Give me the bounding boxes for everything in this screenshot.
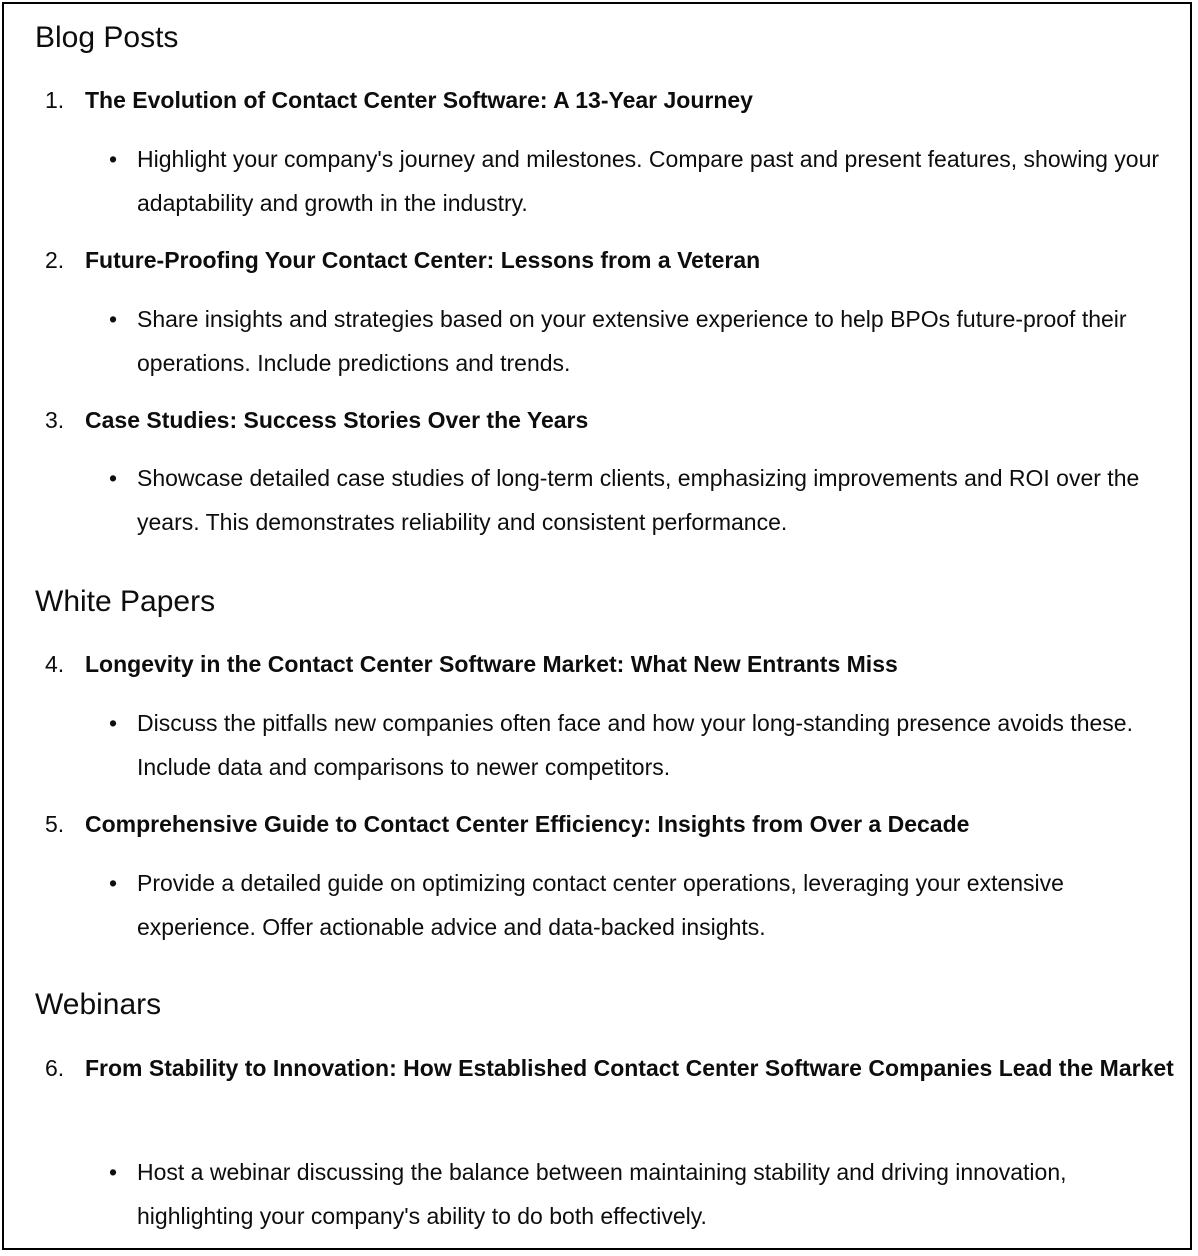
- item-title: The Evolution of Contact Center Software: A 13-Year Journey: [85, 87, 753, 113]
- item-detail-text: Share insights and strategies based on your extensive experience to help BPOs future-proof their operations. Include predictions and trends.: [137, 306, 1127, 376]
- document-frame: [2, 2, 1192, 1250]
- item-detail: [108, 297, 1180, 385]
- section-heading-webinars: Webinars: [35, 988, 162, 1021]
- bullet-dot-icon: •: [108, 710, 118, 736]
- item-detail-text: Highlight your company's journey and milestones. Compare past and present features, showing your adaptability and growth in the industry.: [137, 146, 1160, 216]
- item-detail: [108, 861, 1180, 949]
- item-number: 4.: [45, 651, 65, 677]
- item-detail-text: Discuss the pitfalls new companies often face and how your long-standing presence avoids these. Include data and comparisons to newer competitors.: [137, 710, 1133, 780]
- item-detail: [108, 456, 1180, 544]
- bullet-dot-icon: •: [108, 306, 118, 332]
- item-number: 6.: [45, 1055, 65, 1081]
- section-heading-white-papers: White Papers: [35, 585, 216, 618]
- item-title: Longevity in the Contact Center Software Market: What New Entrants Miss: [85, 651, 898, 677]
- item-number: 3.: [45, 407, 65, 433]
- item-title: From Stability to Innovation: How Established Contact Center Software Companies Lead the Market: [85, 1055, 1174, 1081]
- item-title: Case Studies: Success Stories Over the Years: [85, 407, 589, 433]
- item-detail: [108, 137, 1180, 225]
- item-detail-text: Provide a detailed guide on optimizing contact center operations, leveraging your extensive experience. Offer actionable advice and data-backed insights.: [137, 870, 1064, 940]
- bullet-dot-icon: •: [108, 1159, 118, 1185]
- item-number: 5.: [45, 811, 65, 837]
- item-detail: [108, 1150, 1180, 1238]
- section-heading-blog-posts: Blog Posts: [35, 21, 179, 54]
- bullet-dot-icon: •: [108, 870, 118, 896]
- item-detail-text: Host a webinar discussing the balance between maintaining stability and driving innovation, highlighting your company's ability to do both effectively.: [137, 1159, 1067, 1229]
- item-detail-text: Showcase detailed case studies of long-term clients, emphasizing improvements and ROI over the years. This demonstrates reliability and consistent performance.: [137, 465, 1140, 535]
- item-number: 2.: [45, 247, 65, 273]
- bullet-dot-icon: •: [108, 146, 118, 172]
- item-detail: [108, 701, 1180, 789]
- bullet-dot-icon: •: [108, 465, 118, 491]
- item-title: Future-Proofing Your Contact Center: Lessons from a Veteran: [85, 247, 761, 273]
- item-title: Comprehensive Guide to Contact Center Efficiency: Insights from Over a Decade: [85, 811, 970, 837]
- item-number: 1.: [45, 87, 65, 113]
